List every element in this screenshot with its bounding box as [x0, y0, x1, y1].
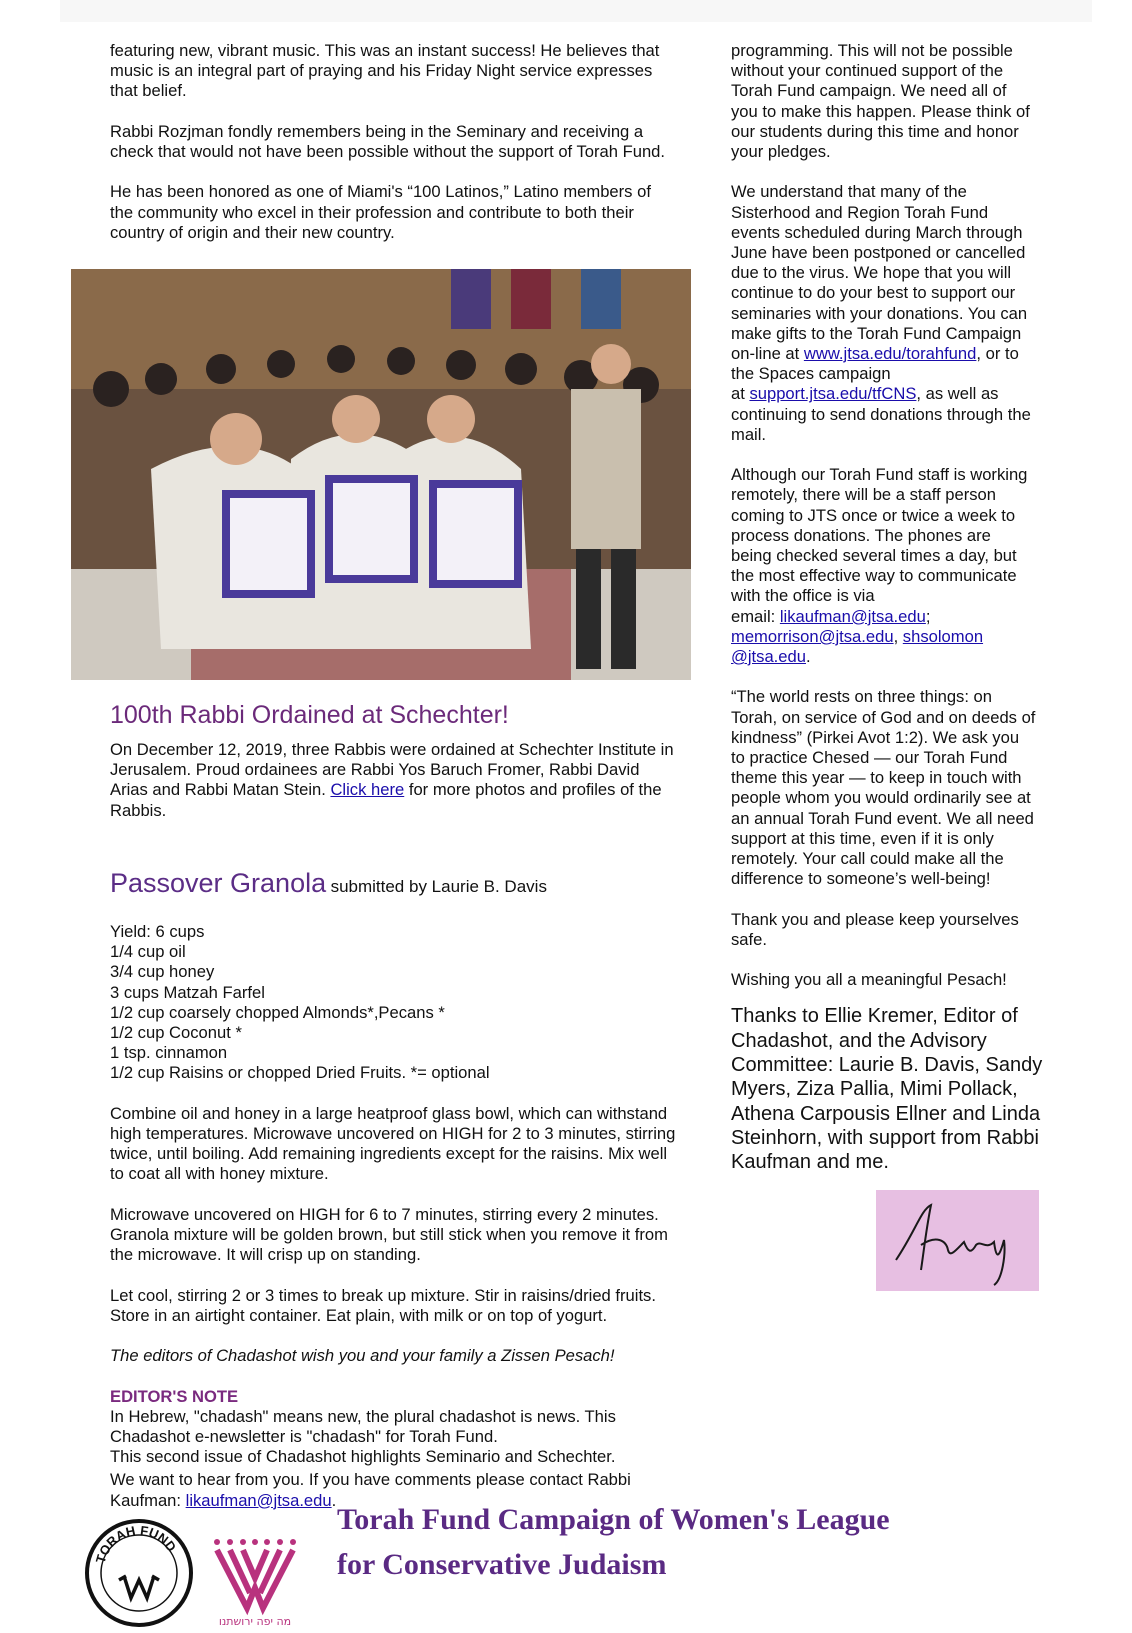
- recipe-step: Microwave uncovered on HIGH for 6 to 7 minutes, stirring every 2 minutes. Granola mixture will be golden brown, but still stick when you remove it from the microwave. It will crisp up on standing.: [110, 1204, 668, 1265]
- contact-email-link[interactable]: likaufman@jtsa.edu: [185, 1490, 332, 1510]
- left-column-intro: [110, 41, 730, 263]
- top-strip: [60, 0, 1092, 22]
- recipe-step: Let cool, stirring 2 or 3 times to break up mixture. Stir in raisins/dried fruits. Store in an airtight container. Eat plain, with milk or on top of yogurt.: [110, 1285, 656, 1325]
- recipe-body: [110, 922, 730, 1511]
- ordination-text-before: On December 12, 2019, three Rabbis were ordained at Schechter Institute in Jerusalem. Proud ordainees are Rabbi Yos Baruch Fromer, Rabbi David Arias and Rabbi Matan Stein.: [110, 740, 674, 800]
- thanks-paragraph: Thanks to Ellie Kremer, Editor of Chadashot, and the Advisory Committee: Laurie B. Davis, Sandy Myers, Ziza Pallia, Mimi Pollack, Athena Carpousis Ellner and Linda Steinhorn, with support from Rabbi Kaufman and me.: [731, 1005, 1043, 1174]
- email-separator: ,: [893, 626, 903, 646]
- right-paragraph: programming. This will not be possible without your continued support of the Torah Fund campaign. We need all of you to make this happen. Please think of our students during this time and honor your pledges.: [731, 41, 1030, 162]
- email-link-likaufman[interactable]: likaufman@jtsa.edu: [779, 606, 926, 626]
- womens-league-logo: [205, 1528, 305, 1628]
- contact-end: .: [331, 1490, 337, 1510]
- thank-you-paragraph: Thank you and please keep yourselves safe.: [731, 909, 1019, 949]
- editors-wish: The editors of Chadashot wish you and your family a Zissen Pesach!: [110, 1346, 615, 1366]
- email-link-memorrison[interactable]: memorrison@jtsa.edu: [731, 626, 894, 646]
- pesach-wish: Wishing you all a meaningful Pesach!: [731, 970, 1007, 990]
- ingredient-item: 1 tsp. cinnamon: [110, 1043, 228, 1063]
- torah-fund-logo-mark: [84, 1518, 194, 1628]
- intro-paragraph: featuring new, vibrant music. This was an instant success! He believes that music is an integral part of praying and his Friday Night service expresses that belief.: [110, 41, 660, 101]
- email-end: .: [805, 647, 811, 667]
- ingredient-item: 1/2 cup Raisins or chopped Dried Fruits. *= optional: [110, 1063, 490, 1083]
- logo-arc-text: TORAH FUND: [92, 1522, 180, 1565]
- spaces-campaign-link[interactable]: support.jtsa.edu/tfCNS: [749, 384, 917, 404]
- recipe-step: Combine oil and honey in a large heatproof glass bowl, which can withstand high temperatures. Microwave uncovered on HIGH for 2 to 3 minutes, stirring twice, until boiling. Add remaining ingredients except for the raisins. Mix well to coat all with honey mixture.: [110, 1103, 676, 1184]
- menorah-logo-mark: [205, 1528, 305, 1628]
- ingredient-item: Yield: 6 cups: [110, 922, 205, 941]
- ordination-text: [110, 740, 730, 821]
- click-here-link[interactable]: Click here: [330, 780, 405, 800]
- email-link-shsolomon[interactable]: shsolomon @jtsa.edu: [731, 626, 984, 667]
- recipe-submitted-by: submitted by Laurie B. Davis: [330, 877, 547, 896]
- ordination-photo: [71, 269, 691, 680]
- quote-paragraph: “The world rests on three things: on Torah, on service of God and on deeds of kindness” (Pirkei Avot 1:2). We ask you to practice Chesed — our Torah Fund theme this year — to keep in touch with people whom you would ordinarily see at an annual Torah Fund event. We all need support at this time, even if it is only remotely. Your call could make all the difference to someone’s well-being!: [731, 687, 1036, 889]
- ingredient-list: [110, 922, 730, 1084]
- donation-paragraph: [731, 182, 1071, 445]
- logo-hebrew-text: מה יפה ירושתנו: [218, 1615, 292, 1628]
- intro-paragraph: Rabbi Rozjman fondly remembers being in the Seminary and receiving a check that would not have been possible without the support of Torah Fund.: [110, 121, 666, 161]
- right-column: [731, 41, 1071, 1175]
- ingredient-item: 3 cups Matzah Farfel: [110, 982, 265, 1002]
- donation-text: We understand that many of the Sisterhood and Region Torah Fund events scheduled during March through June have been postponed or cancelled due to the virus. We hope that you will continue to do your best to support our seminaries with your donations. You can make gifts to the Torah Fund Campaign on-line at: [731, 182, 1028, 364]
- torahfund-link[interactable]: www.jtsa.edu/torahfund: [803, 344, 977, 364]
- recipe-title: Passover Granola: [110, 868, 327, 898]
- footer-title-line2: for Conservative Judaism: [337, 1548, 667, 1581]
- email-separator: ;: [925, 606, 931, 626]
- staff-text: Although our Torah Fund staff is working remotely, there will be a staff person coming to JTS once or twice a week to process donations. The phones are being checked several times a day, but the most effective way to communicate with the office is via email:: [731, 465, 1028, 626]
- torah-fund-logo: [84, 1518, 194, 1628]
- editors-note-heading: EDITOR'S NOTE: [110, 1386, 239, 1406]
- intro-paragraph: He has been honored as one of Miami's “100 Latinos,” Latino members of the community who excel in their profession and contribute to both their country of origin and their new country.: [110, 182, 651, 242]
- ordination-heading: 100th Rabbi Ordained at Schechter!: [110, 701, 509, 729]
- ordination-photo-illustration: [71, 269, 691, 680]
- donation-text-after: , as well as continuing to send donations through the mail.: [731, 384, 1031, 444]
- ingredient-item: 3/4 cup honey: [110, 962, 215, 982]
- editors-note-text: In Hebrew, "chadash" means new, the plural chadashot is news. This Chadashot e-newsletter is "chadash" for Torah Fund. This second issue of Chadashot highlights Seminario and Schechter.: [110, 1406, 616, 1467]
- ingredient-item: 1/2 cup Coconut *: [110, 1023, 242, 1043]
- recipe-heading: [110, 868, 547, 899]
- signature: [876, 1190, 1039, 1291]
- contact-text: We want to hear from you. If you have comments please contact Rabbi Kaufman:: [110, 1470, 631, 1510]
- ordination-text-after: for more photos and profiles of the Rabbis.: [110, 780, 662, 820]
- donation-text-mid: , or to the Spaces campaign at: [731, 344, 1019, 404]
- ingredient-item: 1/4 cup oil: [110, 942, 186, 962]
- footer-title-line1: Torah Fund Campaign of Women's League: [337, 1503, 890, 1536]
- staff-paragraph: [731, 465, 1071, 667]
- ingredient-item: 1/2 cup coarsely chopped Almonds*,Pecans *: [110, 1002, 445, 1022]
- signature-scribble: [876, 1190, 1039, 1291]
